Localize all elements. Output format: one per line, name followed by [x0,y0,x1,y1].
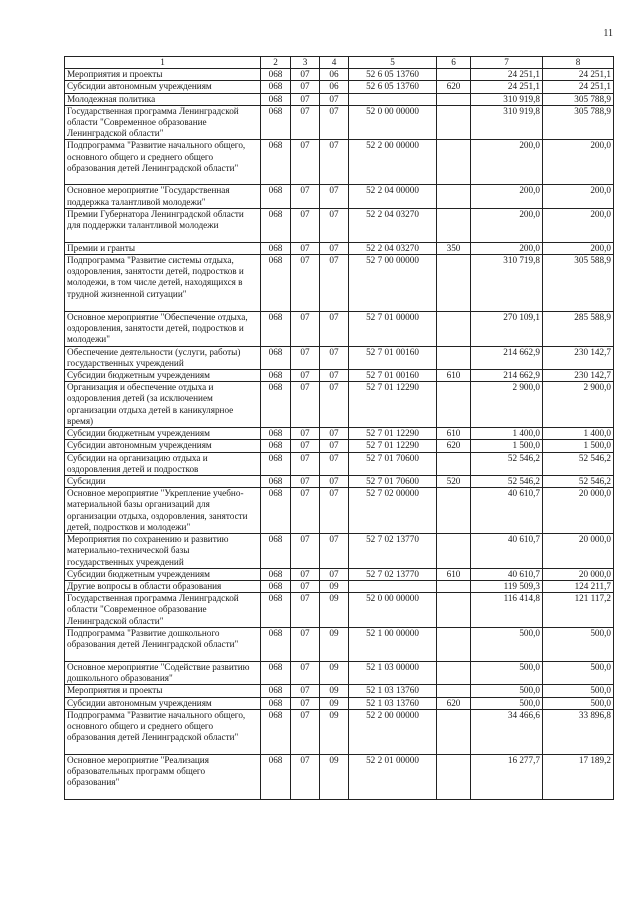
row-ved-cell: 068 [261,593,291,628]
row-amount-1-cell: 34 466,6 [471,709,543,754]
row-expense-type-cell: 620 [437,81,471,93]
row-name-cell: Молодежная политика [65,93,261,105]
row-target-code-cell: 52 1 03 13760 [349,685,437,697]
table-header-row [65,57,614,69]
row-amount-1-cell: 270 109,1 [471,312,543,347]
row-name-cell: Организация и обеспечение отдыха и оздоровления детей (за исключением организации отдыха детей в каникулярное время) [65,382,261,428]
table-row [65,581,614,593]
header-cell: 1 [65,57,261,69]
row-expense-type-cell [437,69,471,81]
row-name-cell: Мероприятия по сохранению и развитию материально-технической базы государственных учреждений [65,534,261,569]
row-subsection-cell: 07 [320,568,349,580]
row-target-code-cell: 52 2 01 00000 [349,754,437,799]
table-row [65,81,614,93]
row-name-cell: Основное мероприятие "Укрепление учебно-материальной базы организаций для организации отдыха, оздоровления, занятости детей, подростков и молодежи" [65,488,261,534]
row-expense-type-cell: 610 [437,370,471,382]
row-section-cell: 07 [291,208,320,242]
row-name-cell: Государственная программа Ленинградской области "Современное образование Ленинградской области" [65,105,261,140]
row-expense-type-cell [437,312,471,347]
row-ved-cell: 068 [261,488,291,534]
row-amount-1-cell: 200,0 [471,140,543,185]
row-expense-type-cell [437,346,471,369]
row-amount-2-cell: 20 000,0 [543,488,614,534]
row-section-cell: 07 [291,255,320,312]
row-subsection-cell: 07 [320,185,349,208]
row-section-cell: 07 [291,382,320,428]
row-target-code-cell: 52 7 01 00160 [349,346,437,369]
row-section-cell: 07 [291,140,320,185]
row-amount-2-cell: 285 588,9 [543,312,614,347]
row-target-code-cell: 52 1 03 13760 [349,697,437,709]
row-expense-type-cell: 620 [437,440,471,452]
row-target-code-cell: 52 0 00 00000 [349,105,437,140]
row-section-cell: 07 [291,81,320,93]
row-amount-2-cell: 500,0 [543,697,614,709]
row-amount-2-cell: 500,0 [543,627,614,661]
row-section-cell: 07 [291,185,320,208]
row-target-code-cell: 52 7 02 13770 [349,534,437,569]
header-cell: 4 [320,57,349,69]
row-expense-type-cell [437,685,471,697]
table-row [65,685,614,697]
row-subsection-cell: 07 [320,382,349,428]
row-target-code-cell: 52 0 00 00000 [349,593,437,628]
row-name-cell: Субсидии бюджетным учреждениям [65,428,261,440]
row-amount-1-cell: 310 919,8 [471,93,543,105]
row-amount-2-cell: 24 251,1 [543,69,614,81]
row-target-code-cell: 52 1 03 00000 [349,661,437,684]
row-amount-2-cell: 121 117,2 [543,593,614,628]
row-section-cell: 07 [291,93,320,105]
row-expense-type-cell: 620 [437,697,471,709]
row-amount-2-cell: 500,0 [543,661,614,684]
row-expense-type-cell [437,452,471,475]
table-row [65,185,614,208]
row-expense-type-cell [437,140,471,185]
row-ved-cell: 068 [261,93,291,105]
table-row [65,370,614,382]
row-amount-2-cell: 500,0 [543,685,614,697]
header-cell: 2 [261,57,291,69]
row-ved-cell: 068 [261,709,291,754]
row-ved-cell: 068 [261,255,291,312]
row-section-cell: 07 [291,534,320,569]
row-amount-1-cell: 52 546,2 [471,452,543,475]
row-ved-cell: 068 [261,661,291,684]
row-section-cell: 07 [291,581,320,593]
row-name-cell: Субсидии автономным учреждениям [65,697,261,709]
table-row [65,627,614,661]
row-ved-cell: 068 [261,370,291,382]
row-target-code-cell: 52 7 02 00000 [349,488,437,534]
row-ved-cell: 068 [261,568,291,580]
row-ved-cell: 068 [261,685,291,697]
row-amount-1-cell: 1 400,0 [471,428,543,440]
row-name-cell: Мероприятия и проекты [65,685,261,697]
table-row [65,208,614,242]
row-expense-type-cell [437,105,471,140]
row-amount-1-cell: 24 251,1 [471,69,543,81]
row-subsection-cell: 07 [320,312,349,347]
row-section-cell: 07 [291,440,320,452]
row-name-cell: Основное мероприятие "Реализация образовательных программ общего образования" [65,754,261,799]
row-expense-type-cell: 610 [437,568,471,580]
row-name-cell: Субсидии бюджетным учреждениям [65,370,261,382]
row-section-cell: 07 [291,627,320,661]
row-expense-type-cell [437,534,471,569]
row-subsection-cell: 07 [320,140,349,185]
row-amount-2-cell: 200,0 [543,185,614,208]
row-ved-cell: 068 [261,185,291,208]
row-target-code-cell: 52 2 00 00000 [349,140,437,185]
header-cell: 7 [471,57,543,69]
row-target-code-cell: 52 7 01 12290 [349,428,437,440]
table-row [65,709,614,754]
row-ved-cell: 068 [261,428,291,440]
row-amount-1-cell: 500,0 [471,685,543,697]
row-section-cell: 07 [291,476,320,488]
row-subsection-cell: 07 [320,440,349,452]
row-name-cell: Субсидии [65,476,261,488]
row-expense-type-cell [437,488,471,534]
row-name-cell: Субсидии бюджетным учреждениям [65,568,261,580]
row-expense-type-cell [437,255,471,312]
row-subsection-cell: 09 [320,593,349,628]
row-name-cell: Субсидии автономным учреждениям [65,440,261,452]
row-ved-cell: 068 [261,312,291,347]
table-row [65,69,614,81]
row-ved-cell: 068 [261,627,291,661]
row-name-cell: Государственная программа Ленинградской области "Современное образование Ленинградской области" [65,593,261,628]
row-target-code-cell: 52 2 04 03270 [349,242,437,254]
row-ved-cell: 068 [261,81,291,93]
row-amount-1-cell: 24 251,1 [471,81,543,93]
row-ved-cell: 068 [261,697,291,709]
row-subsection-cell: 06 [320,81,349,93]
table-row [65,452,614,475]
row-amount-2-cell: 20 000,0 [543,534,614,569]
row-section-cell: 07 [291,593,320,628]
row-section-cell: 07 [291,105,320,140]
row-amount-2-cell: 52 546,2 [543,452,614,475]
table-row [65,105,614,140]
row-target-code-cell: 52 7 01 12290 [349,440,437,452]
row-amount-2-cell: 17 189,2 [543,754,614,799]
header-cell: 8 [543,57,614,69]
row-target-code-cell: 52 7 01 00160 [349,370,437,382]
table-row [65,476,614,488]
row-subsection-cell: 07 [320,428,349,440]
row-ved-cell: 068 [261,105,291,140]
row-expense-type-cell [437,709,471,754]
row-amount-2-cell: 200,0 [543,140,614,185]
row-name-cell: Подпрограмма "Развитие системы отдыха, оздоровления, занятости детей, подростков и молодежи, в том числе детей, находящихся в трудной жизненной ситуации" [65,255,261,312]
row-target-code-cell: 52 2 04 03270 [349,208,437,242]
table-row [65,346,614,369]
row-section-cell: 07 [291,661,320,684]
row-ved-cell: 068 [261,140,291,185]
row-name-cell: Основное мероприятие "Государственная поддержка талантливой молодежи" [65,185,261,208]
row-expense-type-cell [437,581,471,593]
row-amount-2-cell: 1 500,0 [543,440,614,452]
row-name-cell: Подпрограмма "Развитие дошкольного образования детей Ленинградской области" [65,627,261,661]
row-amount-1-cell: 52 546,2 [471,476,543,488]
row-amount-2-cell: 230 142,7 [543,370,614,382]
row-amount-1-cell: 214 662,9 [471,346,543,369]
row-ved-cell: 068 [261,382,291,428]
row-expense-type-cell: 610 [437,428,471,440]
page-number: 11 [603,28,613,39]
row-section-cell: 07 [291,312,320,347]
row-ved-cell: 068 [261,69,291,81]
row-amount-2-cell: 20 000,0 [543,568,614,580]
row-subsection-cell: 07 [320,452,349,475]
row-amount-1-cell: 310 719,8 [471,255,543,312]
row-target-code-cell: 52 7 01 70600 [349,476,437,488]
table-row [65,534,614,569]
table-row [65,382,614,428]
row-target-code-cell: 52 1 00 00000 [349,627,437,661]
table-row [65,242,614,254]
row-amount-2-cell: 305 788,9 [543,93,614,105]
row-amount-2-cell: 1 400,0 [543,428,614,440]
row-amount-2-cell: 200,0 [543,208,614,242]
row-subsection-cell: 09 [320,685,349,697]
row-amount-1-cell: 200,0 [471,208,543,242]
row-name-cell: Обеспечение деятельности (услуги, работы) государственных учреждений [65,346,261,369]
row-subsection-cell: 07 [320,208,349,242]
row-subsection-cell: 07 [320,346,349,369]
row-ved-cell: 068 [261,208,291,242]
row-subsection-cell: 07 [320,242,349,254]
row-ved-cell: 068 [261,754,291,799]
row-target-code-cell: 52 7 02 13770 [349,568,437,580]
row-section-cell: 07 [291,346,320,369]
row-section-cell: 07 [291,428,320,440]
row-name-cell: Подпрограмма "Развитие начального общего, основного общего и среднего общего образования детей Ленинградской области" [65,709,261,754]
row-amount-2-cell: 24 251,1 [543,81,614,93]
row-subsection-cell: 09 [320,627,349,661]
row-name-cell: Премии и гранты [65,242,261,254]
row-amount-1-cell: 16 277,7 [471,754,543,799]
row-section-cell: 07 [291,568,320,580]
row-expense-type-cell [437,754,471,799]
row-amount-2-cell: 305 788,9 [543,105,614,140]
row-name-cell: Подпрограмма "Развитие начального общего, основного общего и среднего общего образования детей Ленинградской области" [65,140,261,185]
row-amount-1-cell: 200,0 [471,242,543,254]
row-amount-1-cell: 500,0 [471,661,543,684]
row-expense-type-cell [437,627,471,661]
row-target-code-cell: 52 7 01 70600 [349,452,437,475]
row-section-cell: 07 [291,754,320,799]
row-subsection-cell: 09 [320,581,349,593]
row-target-code-cell: 52 2 00 00000 [349,709,437,754]
row-amount-1-cell: 2 900,0 [471,382,543,428]
row-amount-2-cell: 124 211,7 [543,581,614,593]
row-amount-1-cell: 200,0 [471,185,543,208]
row-amount-1-cell: 1 500,0 [471,440,543,452]
row-target-code-cell: 52 7 00 00000 [349,255,437,312]
row-expense-type-cell [437,661,471,684]
row-amount-1-cell: 310 919,8 [471,105,543,140]
row-amount-2-cell: 305 588,9 [543,255,614,312]
row-target-code-cell: 52 2 04 00000 [349,185,437,208]
table-row [65,754,614,799]
header-cell: 5 [349,57,437,69]
row-expense-type-cell [437,593,471,628]
row-ved-cell: 068 [261,346,291,369]
row-amount-2-cell: 52 546,2 [543,476,614,488]
header-cell: 6 [437,57,471,69]
table-row [65,255,614,312]
row-ved-cell: 068 [261,440,291,452]
row-amount-1-cell: 116 414,8 [471,593,543,628]
row-name-cell: Другие вопросы в области образования [65,581,261,593]
row-expense-type-cell [437,185,471,208]
row-subsection-cell: 07 [320,488,349,534]
row-subsection-cell: 07 [320,255,349,312]
row-amount-1-cell: 500,0 [471,627,543,661]
row-subsection-cell: 07 [320,93,349,105]
row-section-cell: 07 [291,69,320,81]
row-subsection-cell: 07 [320,476,349,488]
table-row [65,428,614,440]
row-section-cell: 07 [291,697,320,709]
row-subsection-cell: 09 [320,709,349,754]
row-subsection-cell: 09 [320,661,349,684]
row-target-code-cell: 52 6 05 13760 [349,81,437,93]
row-name-cell: Премии Губернатора Ленинградской области для поддержки талантливой молодежи [65,208,261,242]
row-target-code-cell [349,581,437,593]
row-section-cell: 07 [291,488,320,534]
row-subsection-cell: 09 [320,754,349,799]
row-subsection-cell: 07 [320,370,349,382]
row-expense-type-cell: 350 [437,242,471,254]
row-amount-2-cell: 230 142,7 [543,346,614,369]
row-subsection-cell: 09 [320,697,349,709]
row-name-cell: Субсидии автономным учреждениям [65,81,261,93]
row-name-cell: Основное мероприятие "Обеспечение отдыха, оздоровления, занятости детей, подростков и молодежи" [65,312,261,347]
row-subsection-cell: 06 [320,69,349,81]
budget-table [64,56,614,800]
row-ved-cell: 068 [261,242,291,254]
row-expense-type-cell [437,93,471,105]
row-ved-cell: 068 [261,452,291,475]
table-row [65,312,614,347]
row-amount-2-cell: 33 896,8 [543,709,614,754]
row-expense-type-cell: 520 [437,476,471,488]
row-section-cell: 07 [291,452,320,475]
row-ved-cell: 068 [261,476,291,488]
row-subsection-cell: 07 [320,105,349,140]
row-amount-2-cell: 200,0 [543,242,614,254]
row-target-code-cell: 52 7 01 12290 [349,382,437,428]
row-ved-cell: 068 [261,581,291,593]
table-row [65,93,614,105]
table-row [65,593,614,628]
row-section-cell: 07 [291,370,320,382]
row-name-cell: Субсидии на организацию отдыха и оздоровления детей и подростков [65,452,261,475]
row-target-code-cell [349,93,437,105]
row-subsection-cell: 07 [320,534,349,569]
row-ved-cell: 068 [261,534,291,569]
row-expense-type-cell [437,382,471,428]
row-amount-1-cell: 40 610,7 [471,534,543,569]
row-section-cell: 07 [291,242,320,254]
row-amount-1-cell: 500,0 [471,697,543,709]
row-amount-2-cell: 2 900,0 [543,382,614,428]
table-row [65,488,614,534]
table-row [65,697,614,709]
table-row [65,140,614,185]
row-expense-type-cell [437,208,471,242]
table-row [65,440,614,452]
row-amount-1-cell: 119 509,3 [471,581,543,593]
header-cell: 3 [291,57,320,69]
row-amount-1-cell: 40 610,7 [471,488,543,534]
row-section-cell: 07 [291,685,320,697]
row-amount-1-cell: 214 662,9 [471,370,543,382]
row-section-cell: 07 [291,709,320,754]
row-target-code-cell: 52 7 01 00000 [349,312,437,347]
row-target-code-cell: 52 6 05 13760 [349,69,437,81]
row-name-cell: Мероприятия и проекты [65,69,261,81]
row-amount-1-cell: 40 610,7 [471,568,543,580]
table-row [65,568,614,580]
table-row [65,661,614,684]
row-name-cell: Основное мероприятие "Содействие развитию дошкольного образования" [65,661,261,684]
